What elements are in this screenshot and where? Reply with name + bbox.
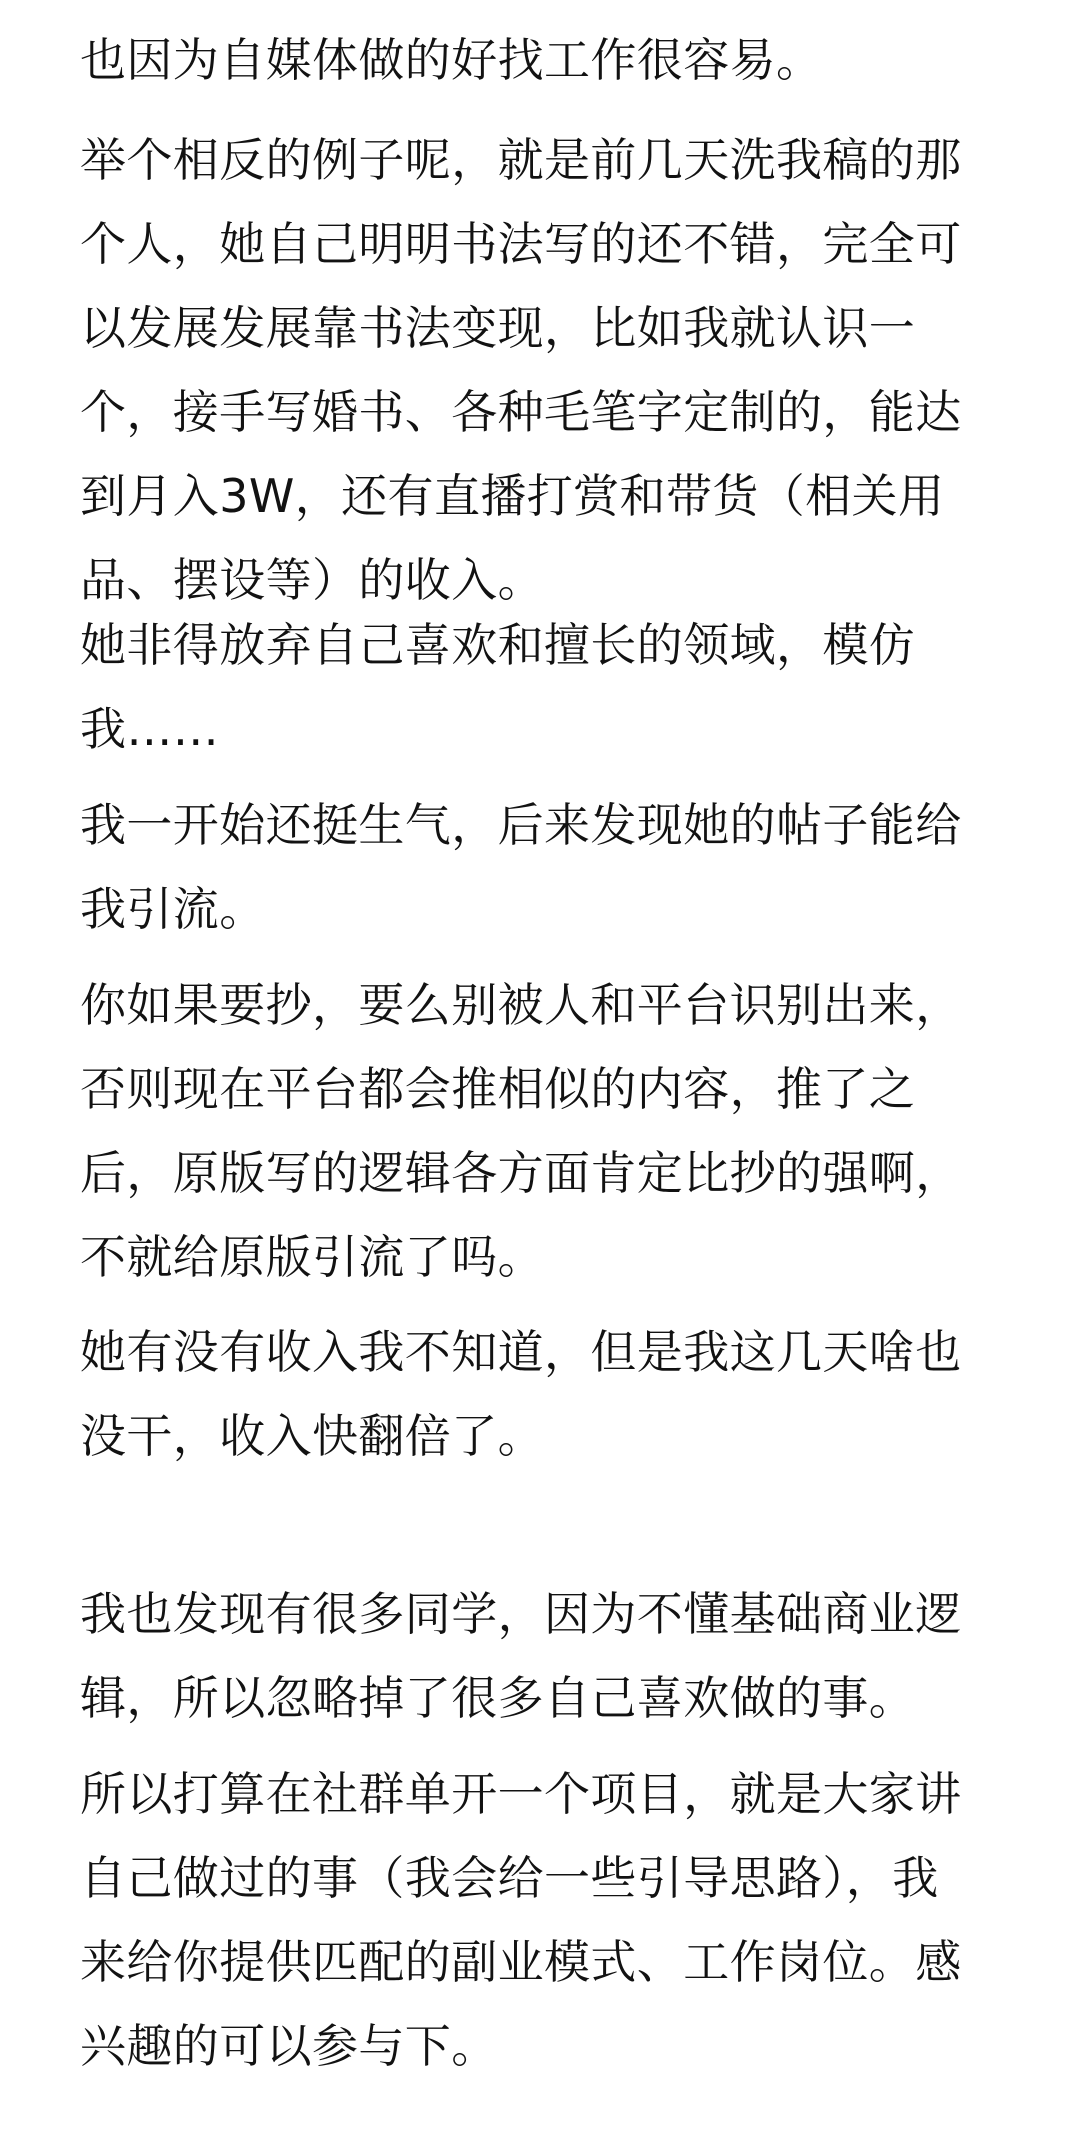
paragraph-line: 所以打算在社群单开一个项目，就是大家讲 — [80, 1767, 962, 1821]
paragraph-line: 否则现在平台都会推相似的内容，推了之 — [80, 1062, 916, 1116]
paragraph-line: 来给你提供匹配的副业模式、工作岗位。感 — [80, 1935, 962, 1989]
paragraph-line: 举个相反的例子呢，就是前几天洗我稿的那 — [80, 133, 962, 187]
paragraph-line: 我也发现有很多同学，因为不懂基础商业逻 — [80, 1587, 962, 1641]
paragraph-2 — [80, 118, 998, 622]
paragraph-line: 个人，她自己明明书法写的还不错，完全可 — [80, 217, 962, 271]
paragraph-6 — [80, 1310, 998, 1478]
paragraph-line: 不就给原版引流了吗。 — [80, 1230, 544, 1284]
paragraph-line: 没干，收入快翻倍了。 — [80, 1409, 544, 1463]
paragraph-line: 后，原版写的逻辑各方面肯定比抄的强啊， — [80, 1146, 962, 1200]
paragraph-8 — [80, 1752, 998, 2088]
paragraph-line: 到月入3W，还有直播打赏和带货（相关用 — [80, 469, 945, 523]
paragraph-line: 辑，所以忽略掉了很多自己喜欢做的事。 — [80, 1671, 916, 1725]
paragraph-line: 也因为自媒体做的好找工作很容易。 — [80, 33, 823, 87]
paragraph-7 — [80, 1572, 998, 1740]
paragraph-5 — [80, 963, 998, 1299]
paragraph-line: 我一开始还挺生气，后来发现她的帖子能给 — [80, 798, 962, 852]
paragraph-3 — [80, 603, 998, 771]
paragraph-line: 她非得放弃自己喜欢和擅长的领域，模仿 — [80, 618, 916, 672]
paragraph-line: 个，接手写婚书、各种毛笔字定制的，能达 — [80, 385, 962, 439]
paragraph-line: 她有没有收入我不知道，但是我这几天啥也 — [80, 1325, 962, 1379]
paragraph-line: 品、摆设等）的收入。 — [80, 553, 544, 607]
paragraph-line: 我…… — [80, 702, 220, 756]
paragraph-line: 我引流。 — [80, 882, 266, 936]
paragraph-1 — [80, 18, 998, 102]
paragraph-line: 自己做过的事（我会给一些引导思路），我 — [80, 1851, 939, 1905]
paragraph-4 — [80, 783, 998, 951]
paragraph-line: 你如果要抄，要么别被人和平台识别出来， — [80, 978, 962, 1032]
paragraph-line: 以发展发展靠书法变现，比如我就认识一 — [80, 301, 916, 355]
paragraph-line: 兴趣的可以参与下。 — [80, 2019, 498, 2073]
